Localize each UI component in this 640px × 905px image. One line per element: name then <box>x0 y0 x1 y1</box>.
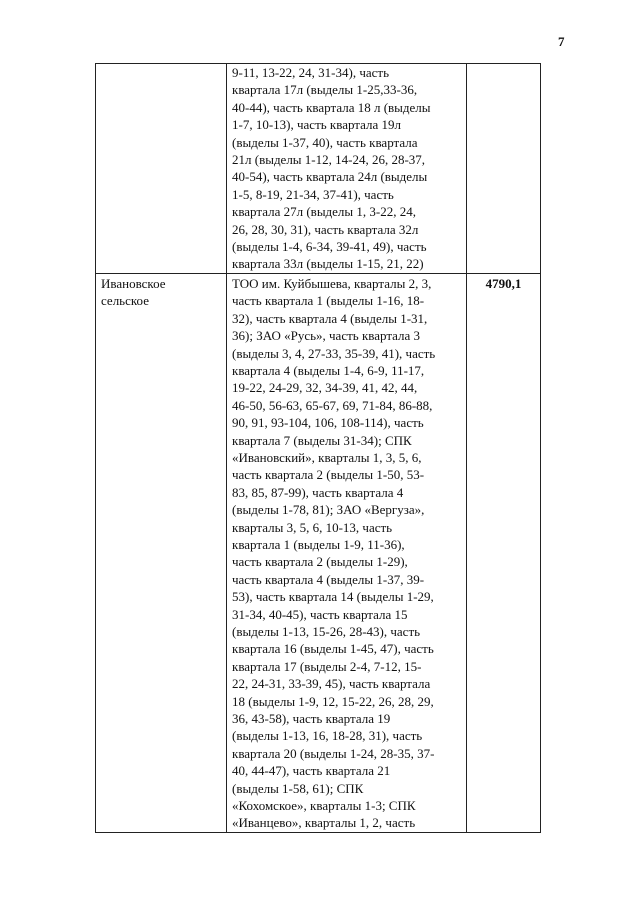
description-line: 19-22, 24-29, 32, 34-39, 41, 42, 44, <box>232 380 418 396</box>
description-line: квартала 17л (выделы 1-25,33-36, <box>232 82 418 98</box>
area-cell <box>467 273 541 832</box>
description-line: 36); ЗАО «Русь», часть квартала 3 <box>232 328 421 344</box>
description-line: 90, 91, 93-104, 106, 108-114), часть <box>232 415 424 431</box>
description-line: (выделы 3, 4, 27-33, 35-39, 41), часть <box>232 345 436 361</box>
description-line: 21л (выделы 1-12, 14-24, 26, 28-37, <box>232 152 426 168</box>
description-line: 83, 85, 87-99), часть квартала 4 <box>232 484 404 500</box>
description-line: «Кохомское», кварталы 1-3; СПК <box>232 798 416 814</box>
description-line: 31-34, 40-45), часть квартала 15 <box>232 606 408 622</box>
description-line: 40-54), часть квартала 24л (выделы <box>232 169 428 185</box>
description-line: 53), часть квартала 14 (выделы 1-29, <box>232 589 434 605</box>
description-line: 32), часть квартала 4 (выделы 1-31, <box>232 310 428 326</box>
description-line: квартала 7 (выделы 31-34); СПК <box>232 432 412 448</box>
description-line: 1-7, 10-13), часть квартала 19л <box>232 117 402 133</box>
description-cell <box>227 64 467 274</box>
description-line: 46-50, 56-63, 65-67, 69, 71-84, 86-88, <box>232 397 433 413</box>
area-cell <box>467 64 541 274</box>
description-line: 22, 24-31, 33-39, 45), часть квартала <box>232 676 431 692</box>
description-line: (выделы 1-4, 6-34, 39-41, 49), часть <box>232 239 427 255</box>
description-cell <box>227 273 467 832</box>
description-line: 9-11, 13-22, 24, 31-34), часть <box>232 65 390 80</box>
description-line: квартала 16 (выделы 1-45, 47), часть <box>232 641 434 657</box>
description-line: 40, 44-47), часть квартала 21 <box>232 763 391 779</box>
description-line: (выделы 1-37, 40), часть квартала <box>232 134 418 150</box>
description-line: «Иванцево», кварталы 1, 2, часть <box>232 815 416 831</box>
table-row <box>96 273 541 832</box>
description-line: квартала 4 (выделы 1-4, 6-9, 11-17, <box>232 362 425 378</box>
territory-table <box>95 63 541 833</box>
description-line: кварталы 3, 5, 6, 10-13, часть <box>232 519 393 535</box>
description-line: (выделы 1-13, 16, 18-28, 31), часть <box>232 728 423 744</box>
page-number: 7 <box>558 34 565 49</box>
description-line: (выделы 1-58, 61); СПК <box>232 780 364 796</box>
table-row <box>96 64 541 274</box>
description-line: часть квартала 1 (выделы 1-16, 18- <box>232 293 425 309</box>
table-body <box>96 64 541 833</box>
description-line: квартала 1 (выделы 1-9, 11-36), <box>232 536 405 552</box>
description-line: 36, 43-58), часть квартала 19 <box>232 711 391 727</box>
description-line: (выделы 1-13, 15-26, 28-43), часть <box>232 624 421 639</box>
description-line: квартала 33л (выделы 1-15, 21, 22) <box>232 256 424 272</box>
description-line: квартала 20 (выделы 1-24, 28-35, 37- <box>232 745 435 761</box>
description-line: 26, 28, 30, 31), часть квартала 32л <box>232 221 419 237</box>
settlement-line: Ивановское <box>101 275 166 291</box>
description-line: часть квартала 2 (выделы 1-50, 53- <box>232 467 425 483</box>
description-line: ТОО им. Куйбышева, кварталы 2, 3, <box>232 275 432 291</box>
settlement-cell <box>96 273 227 832</box>
description-line: (выделы 1-78, 81); ЗАО «Вергуза», <box>232 502 425 518</box>
description-line: 1-5, 8-19, 21-34, 37-41), часть <box>232 186 394 202</box>
description-line: квартала 17 (выделы 2-4, 7-12, 15- <box>232 658 422 674</box>
settlement-cell <box>96 64 227 274</box>
description-line: 40-44), часть квартала 18 л (выделы <box>232 99 431 115</box>
settlement-line: сельское <box>101 293 149 309</box>
area-value: 4790,1 <box>485 275 522 291</box>
description-line: квартала 27л (выделы 1, 3-22, 24, <box>232 204 416 220</box>
description-line: часть квартала 4 (выделы 1-37, 39- <box>232 571 425 587</box>
description-line: часть квартала 2 (выделы 1-29), <box>232 554 408 570</box>
description-line: «Ивановский», кварталы 1, 3, 5, 6, <box>232 449 422 465</box>
description-line: 18 (выделы 1-9, 12, 15-22, 26, 28, 29, <box>232 693 434 709</box>
